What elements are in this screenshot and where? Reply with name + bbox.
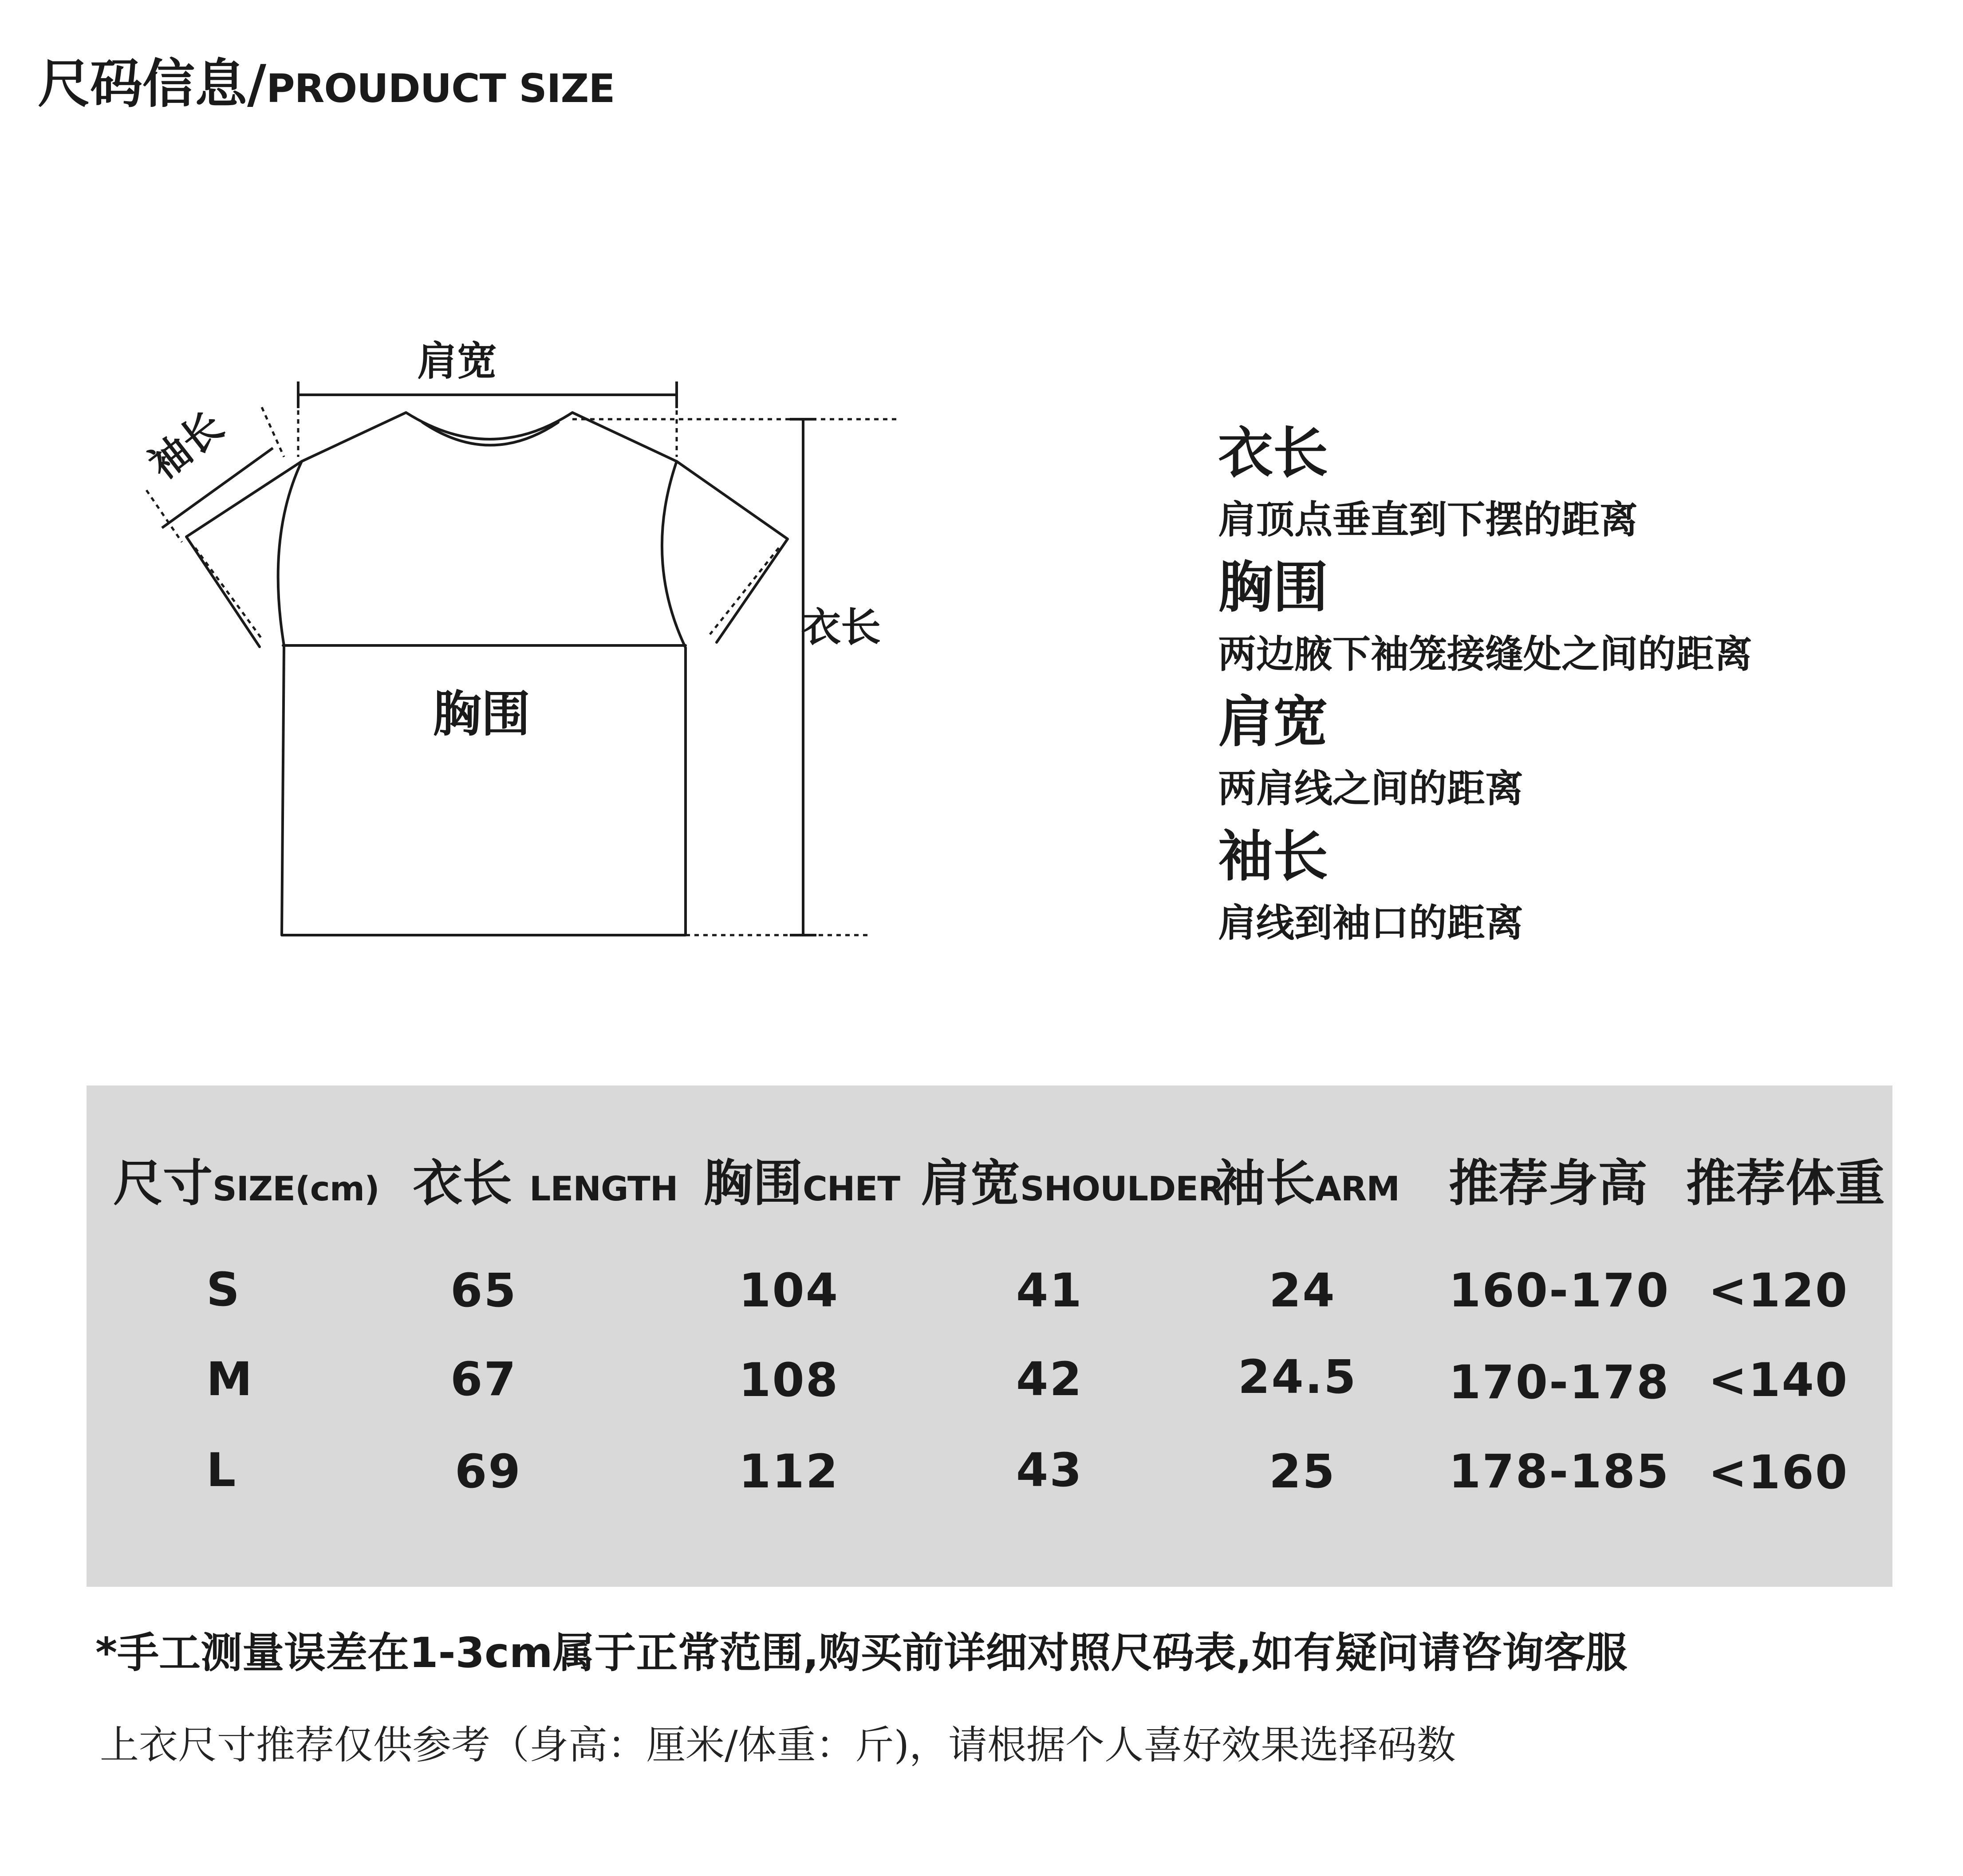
table-cell: 43 [1016,1443,1083,1497]
table-cell: 178-185 [1449,1444,1670,1498]
table-cell: 65 [450,1263,517,1318]
header-shoulder: 肩宽SHOULDER [921,1155,1224,1212]
table-cell: <120 [1708,1263,1849,1318]
header-chest: 胸围CHET [703,1155,900,1212]
table-cell: M [206,1352,254,1406]
table-cell: 170-178 [1449,1355,1670,1409]
header-size: 尺寸SIZE(cm) [113,1155,379,1212]
definition-term: 胸围 [1218,556,1328,620]
chest-label: 胸围 [433,686,530,743]
tshirt-body [278,413,686,935]
definition-desc: 肩顶点垂直到下摆的距离 [1218,498,1638,542]
table-cell: 24 [1269,1263,1336,1318]
definitions-list [1218,421,1884,964]
table-cell: 69 [455,1444,522,1498]
definition-desc: 两肩线之间的距离 [1218,767,1523,811]
definition-desc: 肩线到袖口的距离 [1218,901,1523,945]
table-cell: 67 [450,1352,517,1406]
definition-desc: 两边腋下袖笼接缝处之间的距离 [1218,632,1752,676]
table-cell: L [206,1443,237,1497]
table-cell: 104 [739,1263,840,1318]
definition-term: 衣长 [1218,421,1328,485]
definition-term: 袖长 [1218,825,1328,889]
definition-sleeve [1218,825,1884,945]
definition-length [1218,421,1884,542]
header-arm: 袖长ARM [1216,1155,1399,1212]
table-cell: 42 [1016,1352,1083,1406]
table-cell: 25 [1269,1444,1336,1498]
header-height: 推荐身高 [1449,1155,1648,1212]
definition-chest [1218,556,1884,676]
header-length: 衣长 LENGTH [413,1155,678,1212]
title-cn: 尺码信息/ [38,53,267,114]
table-cell: 41 [1016,1263,1083,1318]
table-cell: S [206,1262,241,1317]
right-sleeve [677,461,788,642]
header-weight: 推荐体重 [1686,1155,1885,1212]
length-label: 衣长 [801,604,881,651]
tshirt-collar [422,422,558,445]
tshirt-diagram [0,0,976,1020]
title-en: PROUDUCT SIZE [266,66,615,111]
measurement-note: *手工测量误差在1-3cm属于正常范围,购买前详细对照尺码表,如有疑问请咨询客服 [95,1629,1628,1677]
sleeve-label: 袖长 [140,402,232,489]
table-cell: 112 [739,1444,840,1498]
table-cell: 160-170 [1449,1263,1670,1318]
tshirt-outline [0,0,976,1020]
definition-shoulder [1218,690,1884,811]
recommendation-note: 上衣尺寸推荐仅供参考（身高：厘米/体重：斤)，请根据个人喜好效果选择码数 [100,1722,1456,1768]
table-cell: 24.5 [1238,1350,1357,1404]
table-cell: <160 [1708,1445,1849,1499]
definition-term: 肩宽 [1218,690,1328,754]
left-sleeve [186,461,302,647]
table-cell: <140 [1708,1353,1849,1407]
size-table [87,1085,1892,1587]
table-cell: 108 [739,1353,840,1407]
shoulder-label: 肩宽 [417,338,497,385]
